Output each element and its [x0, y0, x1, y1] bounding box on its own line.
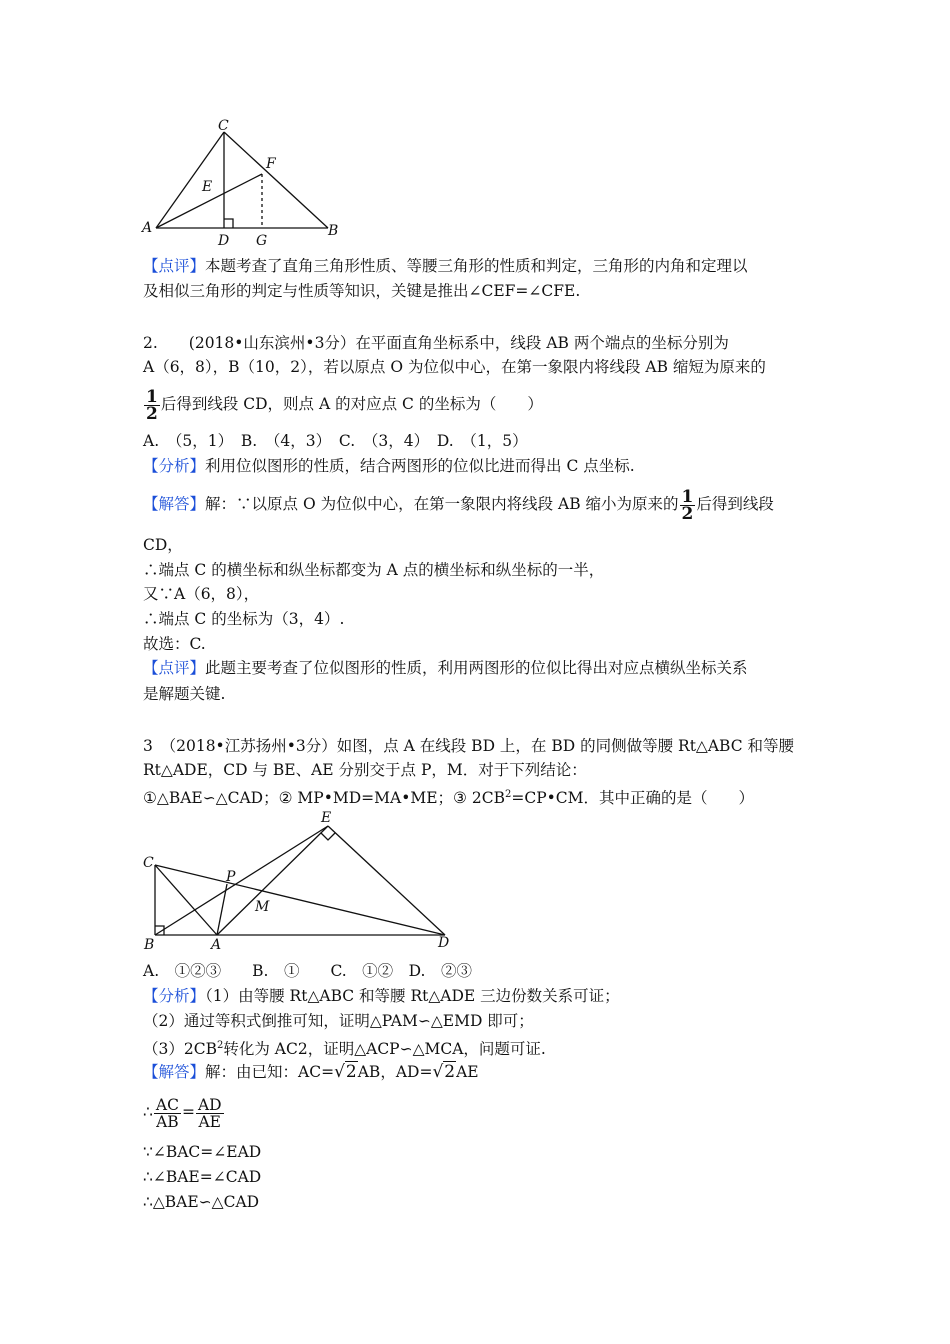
q2-answer-line1: 【解答】解：∵以原点 O 为位似中心，在第一象限内将线段 AB 缩小为原来的 $\frac{1}{2}$ 后得到线段: [143, 486, 774, 524]
segment-ed: [328, 826, 445, 935]
fraction-ad-ae: $\frac{AD}{AE}$: [197, 1095, 222, 1131]
label-e: E: [202, 179, 213, 195]
q2-answer-line5: ∴端点 C 的坐标为（3，4）.: [143, 610, 345, 628]
q2-stem-line1: 2. (2018•山东滨州•3分）在平面直角坐标系中，线段 AB 两个端点的坐标分别为: [143, 334, 729, 352]
label-e: E: [321, 810, 332, 826]
figure-isosceles-right-triangles: [140, 805, 460, 955]
q2-answer-line6: 故选：C.: [143, 635, 206, 653]
q1-comment-line2: 及相似三角形的判定与性质等知识，关键是推出∠CEF=∠CFE.: [143, 282, 581, 300]
sqrt-two: √2: [432, 1062, 456, 1082]
q3-analysis-line2: （2）通过等积式倒推可知，证明△PAM∽△EMD 即可；: [143, 1012, 534, 1030]
segment-ac: [156, 132, 224, 228]
label-a: A: [211, 937, 222, 953]
label-a: A: [142, 220, 153, 236]
label-b: B: [144, 937, 155, 953]
right-angle-mark-e: [321, 833, 335, 840]
segment-cb: [224, 132, 328, 228]
label-p: P: [226, 869, 236, 885]
segment-ca: [155, 865, 217, 935]
q2-answer-line4: 又∵A（6，8），: [143, 585, 260, 603]
q2-options: A. （5，1） B. （4，3） C. （3，4） D. （1，5）: [143, 432, 528, 450]
fraction-ac-ab: $\frac{AC}{AB}$: [155, 1095, 179, 1131]
label-m: M: [255, 899, 270, 915]
q3-stem-line3: ①△BAE∽△CAD；② MP•MD=MA•ME；③ $2CB^2=CP•CM$．其中正确的是（ ）: [143, 789, 755, 808]
label-b: B: [328, 223, 339, 239]
q2-comment-line2: 是解题关键.: [143, 685, 226, 703]
q2-answer-line2: CD，: [143, 536, 183, 554]
label-d: D: [438, 935, 450, 951]
q2-comment-line1: 【点评】此题主要考查了位似图形的性质，利用两图形的位似比得出对应点横纵坐标关系: [143, 659, 748, 677]
q1-comment-line1: 【点评】本题考查了直角三角形性质、等腰三角形的性质和判定，三角形的内角和定理以: [143, 257, 748, 275]
label-d: D: [218, 233, 230, 249]
comment-tag: 【点评】: [143, 257, 206, 275]
figure-triangle-abc: [140, 118, 350, 250]
q3-answer-line4: ∴∠BAE=∠CAD: [143, 1168, 262, 1186]
label-g: G: [256, 233, 268, 249]
fraction-one-half: $\frac{1}{2}$: [681, 486, 694, 524]
q2-analysis: 【分析】利用位似图形的性质，结合两图形的位似比进而得出 C 点坐标.: [143, 457, 635, 475]
q2-stem-line3: $\frac{1}{2}$ 后得到线段 CD，则点 A 的对应点 C 的坐标为（ ）: [146, 386, 543, 424]
q3-options: A. ①②③ B. ① C. ①② D. ②③: [143, 962, 472, 980]
label-f: F: [266, 156, 276, 172]
q3-analysis-line3: $(3)2CB^2$转化为 AC2，证明△ACP∽△MCA，问题可证.: [143, 1040, 546, 1059]
label-c: C: [143, 855, 154, 871]
sqrt-two: √2: [334, 1062, 357, 1082]
right-angle-mark: [224, 219, 233, 228]
label-c: C: [218, 118, 229, 134]
fraction-one-half: $\frac{1}{2}$: [146, 386, 158, 424]
q2-answer-line3: ∴端点 C 的横坐标和纵坐标都变为 A 点的横坐标和纵坐标的一半，: [143, 561, 605, 579]
q3-answer-ratio: ∴ $\frac{AC}{AB}$ = $\frac{AD}{AE}$: [143, 1095, 222, 1131]
q3-analysis-line1: 【分析】（1）由等腰 Rt△ABC 和等腰 Rt△ADE 三边份数关系可证；: [143, 987, 620, 1005]
q3-stem-line2: Rt△ADE，CD 与 BE、AE 分别交于点 P，M．对于下列结论：: [143, 761, 587, 779]
q3-answer-line1: 【解答】解：由已知：AC=√2AB，AD=√2AE: [143, 1062, 479, 1082]
segment-be: [155, 826, 328, 935]
segment-cd: [155, 865, 445, 935]
q3-answer-line3: ∵∠BAC=∠EAD: [143, 1143, 262, 1161]
q2-stem-line2: A（6，8），B（10，2），若以原点 O 为位似中心，在第一象限内将线段 AB 缩短为原来的: [143, 358, 766, 376]
q3-stem-line1: 3 （2018•江苏扬州•3分）如图，点 A 在线段 BD 上，在 BD 的同侧做等腰 Rt△ABC 和等腰: [143, 737, 795, 755]
q3-answer-line5: ∴△BAE∽△CAD: [143, 1193, 260, 1211]
